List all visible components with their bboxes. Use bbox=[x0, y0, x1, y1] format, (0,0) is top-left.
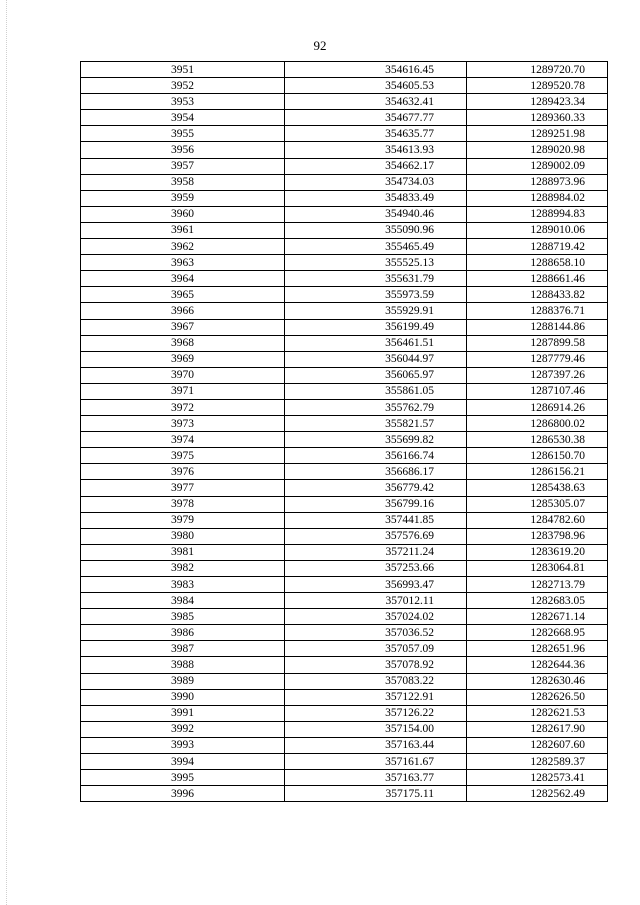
point-id-cell: 3990 bbox=[81, 689, 285, 705]
y-coordinate-cell: 1286800.02 bbox=[467, 416, 608, 432]
table-row bbox=[81, 174, 608, 190]
y-coordinate-cell: 1282651.96 bbox=[467, 641, 608, 657]
point-id-cell: 3955 bbox=[81, 126, 285, 142]
x-coordinate-cell: 357036.52 bbox=[285, 625, 467, 641]
x-coordinate-cell: 354632.41 bbox=[285, 94, 467, 110]
point-id-cell: 3981 bbox=[81, 544, 285, 560]
table-row bbox=[81, 222, 608, 238]
point-id-cell: 3973 bbox=[81, 416, 285, 432]
table-row bbox=[81, 303, 608, 319]
table-row bbox=[81, 593, 608, 609]
point-id-cell: 3985 bbox=[81, 609, 285, 625]
table-row bbox=[81, 416, 608, 432]
x-coordinate-cell: 356199.49 bbox=[285, 319, 467, 335]
table-row bbox=[81, 770, 608, 786]
y-coordinate-cell: 1287397.26 bbox=[467, 367, 608, 383]
table-row bbox=[81, 609, 608, 625]
x-coordinate-cell: 357024.02 bbox=[285, 609, 467, 625]
point-id-cell: 3986 bbox=[81, 625, 285, 641]
y-coordinate-cell: 1289720.70 bbox=[467, 62, 608, 78]
point-id-cell: 3983 bbox=[81, 577, 285, 593]
point-id-cell: 3979 bbox=[81, 512, 285, 528]
y-coordinate-cell: 1282617.90 bbox=[467, 721, 608, 737]
y-coordinate-cell: 1286150.70 bbox=[467, 448, 608, 464]
table-row bbox=[81, 705, 608, 721]
y-coordinate-cell: 1282630.46 bbox=[467, 673, 608, 689]
point-id-cell: 3958 bbox=[81, 174, 285, 190]
point-id-cell: 3989 bbox=[81, 673, 285, 689]
y-coordinate-cell: 1282713.79 bbox=[467, 577, 608, 593]
x-coordinate-cell: 357163.77 bbox=[285, 770, 467, 786]
table-row bbox=[81, 383, 608, 399]
table-row bbox=[81, 206, 608, 222]
point-id-cell: 3978 bbox=[81, 496, 285, 512]
point-id-cell: 3952 bbox=[81, 78, 285, 94]
y-coordinate-cell: 1282589.37 bbox=[467, 754, 608, 770]
table-row bbox=[81, 399, 608, 415]
point-id-cell: 3961 bbox=[81, 222, 285, 238]
y-coordinate-cell: 1289002.09 bbox=[467, 158, 608, 174]
coordinate-table bbox=[80, 61, 608, 802]
point-id-cell: 3976 bbox=[81, 464, 285, 480]
x-coordinate-cell: 357012.11 bbox=[285, 593, 467, 609]
x-coordinate-cell: 356461.51 bbox=[285, 335, 467, 351]
point-id-cell: 3991 bbox=[81, 705, 285, 721]
x-coordinate-cell: 356686.17 bbox=[285, 464, 467, 480]
point-id-cell: 3996 bbox=[81, 786, 285, 802]
table-row bbox=[81, 448, 608, 464]
x-coordinate-cell: 354613.93 bbox=[285, 142, 467, 158]
x-coordinate-cell: 354662.17 bbox=[285, 158, 467, 174]
point-id-cell: 3968 bbox=[81, 335, 285, 351]
x-coordinate-cell: 355631.79 bbox=[285, 271, 467, 287]
y-coordinate-cell: 1282607.60 bbox=[467, 737, 608, 753]
x-coordinate-cell: 356044.97 bbox=[285, 351, 467, 367]
y-coordinate-cell: 1285438.63 bbox=[467, 480, 608, 496]
table-row bbox=[81, 126, 608, 142]
table-row bbox=[81, 641, 608, 657]
x-coordinate-cell: 355973.59 bbox=[285, 287, 467, 303]
table-row bbox=[81, 190, 608, 206]
y-coordinate-cell: 1289251.98 bbox=[467, 126, 608, 142]
point-id-cell: 3960 bbox=[81, 206, 285, 222]
table-row bbox=[81, 255, 608, 271]
x-coordinate-cell: 354677.77 bbox=[285, 110, 467, 126]
table-row bbox=[81, 287, 608, 303]
table-row bbox=[81, 657, 608, 673]
point-id-cell: 3995 bbox=[81, 770, 285, 786]
page-number: 92 bbox=[313, 38, 327, 53]
y-coordinate-cell: 1288658.10 bbox=[467, 255, 608, 271]
y-coordinate-cell: 1283064.81 bbox=[467, 560, 608, 576]
x-coordinate-cell: 357163.44 bbox=[285, 737, 467, 753]
y-coordinate-cell: 1288984.02 bbox=[467, 190, 608, 206]
table-row bbox=[81, 432, 608, 448]
x-coordinate-cell: 356799.16 bbox=[285, 496, 467, 512]
y-coordinate-cell: 1288719.42 bbox=[467, 239, 608, 255]
table-row bbox=[81, 577, 608, 593]
table-row bbox=[81, 271, 608, 287]
x-coordinate-cell: 357576.69 bbox=[285, 528, 467, 544]
x-coordinate-cell: 357211.24 bbox=[285, 544, 467, 560]
table-row bbox=[81, 786, 608, 802]
point-id-cell: 3982 bbox=[81, 560, 285, 576]
y-coordinate-cell: 1289020.98 bbox=[467, 142, 608, 158]
x-coordinate-cell: 357083.22 bbox=[285, 673, 467, 689]
point-id-cell: 3967 bbox=[81, 319, 285, 335]
x-coordinate-cell: 357078.92 bbox=[285, 657, 467, 673]
table-row bbox=[81, 62, 608, 78]
y-coordinate-cell: 1282621.53 bbox=[467, 705, 608, 721]
y-coordinate-cell: 1289360.33 bbox=[467, 110, 608, 126]
y-coordinate-cell: 1287899.58 bbox=[467, 335, 608, 351]
table-row bbox=[81, 110, 608, 126]
table-row bbox=[81, 754, 608, 770]
x-coordinate-cell: 356779.42 bbox=[285, 480, 467, 496]
y-coordinate-cell: 1282671.14 bbox=[467, 609, 608, 625]
x-coordinate-cell: 355465.49 bbox=[285, 239, 467, 255]
x-coordinate-cell: 357161.67 bbox=[285, 754, 467, 770]
coordinate-table-body bbox=[81, 62, 608, 802]
table-row bbox=[81, 480, 608, 496]
x-coordinate-cell: 356065.97 bbox=[285, 367, 467, 383]
x-coordinate-cell: 354940.46 bbox=[285, 206, 467, 222]
x-coordinate-cell: 355861.05 bbox=[285, 383, 467, 399]
table-row bbox=[81, 496, 608, 512]
x-coordinate-cell: 355821.57 bbox=[285, 416, 467, 432]
y-coordinate-cell: 1286530.38 bbox=[467, 432, 608, 448]
x-coordinate-cell: 355929.91 bbox=[285, 303, 467, 319]
y-coordinate-cell: 1288376.71 bbox=[467, 303, 608, 319]
table-row bbox=[81, 94, 608, 110]
y-coordinate-cell: 1288433.82 bbox=[467, 287, 608, 303]
x-coordinate-cell: 356166.74 bbox=[285, 448, 467, 464]
point-id-cell: 3992 bbox=[81, 721, 285, 737]
point-id-cell: 3964 bbox=[81, 271, 285, 287]
point-id-cell: 3970 bbox=[81, 367, 285, 383]
point-id-cell: 3956 bbox=[81, 142, 285, 158]
y-coordinate-cell: 1284782.60 bbox=[467, 512, 608, 528]
y-coordinate-cell: 1282573.41 bbox=[467, 770, 608, 786]
x-coordinate-cell: 357126.22 bbox=[285, 705, 467, 721]
x-coordinate-cell: 357057.09 bbox=[285, 641, 467, 657]
x-coordinate-cell: 355525.13 bbox=[285, 255, 467, 271]
y-coordinate-cell: 1282668.95 bbox=[467, 625, 608, 641]
table-row bbox=[81, 625, 608, 641]
point-id-cell: 3980 bbox=[81, 528, 285, 544]
x-coordinate-cell: 354635.77 bbox=[285, 126, 467, 142]
y-coordinate-cell: 1288144.86 bbox=[467, 319, 608, 335]
point-id-cell: 3984 bbox=[81, 593, 285, 609]
point-id-cell: 3987 bbox=[81, 641, 285, 657]
point-id-cell: 3954 bbox=[81, 110, 285, 126]
x-coordinate-cell: 354616.45 bbox=[285, 62, 467, 78]
table-row bbox=[81, 239, 608, 255]
y-coordinate-cell: 1288994.83 bbox=[467, 206, 608, 222]
point-id-cell: 3953 bbox=[81, 94, 285, 110]
x-coordinate-cell: 355699.82 bbox=[285, 432, 467, 448]
y-coordinate-cell: 1289520.78 bbox=[467, 78, 608, 94]
x-coordinate-cell: 354605.53 bbox=[285, 78, 467, 94]
y-coordinate-cell: 1283798.96 bbox=[467, 528, 608, 544]
table-row bbox=[81, 78, 608, 94]
table-row bbox=[81, 512, 608, 528]
y-coordinate-cell: 1287779.46 bbox=[467, 351, 608, 367]
point-id-cell: 3988 bbox=[81, 657, 285, 673]
table-row bbox=[81, 560, 608, 576]
point-id-cell: 3972 bbox=[81, 399, 285, 415]
page-edge-dotted-line bbox=[6, 0, 8, 905]
y-coordinate-cell: 1282626.50 bbox=[467, 689, 608, 705]
table-row bbox=[81, 464, 608, 480]
table-row bbox=[81, 142, 608, 158]
x-coordinate-cell: 354734.03 bbox=[285, 174, 467, 190]
point-id-cell: 3975 bbox=[81, 448, 285, 464]
y-coordinate-cell: 1282562.49 bbox=[467, 786, 608, 802]
x-coordinate-cell: 357253.66 bbox=[285, 560, 467, 576]
x-coordinate-cell: 355762.79 bbox=[285, 399, 467, 415]
y-coordinate-cell: 1285305.07 bbox=[467, 496, 608, 512]
point-id-cell: 3963 bbox=[81, 255, 285, 271]
table-row bbox=[81, 319, 608, 335]
table-row bbox=[81, 528, 608, 544]
y-coordinate-cell: 1286156.21 bbox=[467, 464, 608, 480]
table-row bbox=[81, 544, 608, 560]
table-row bbox=[81, 367, 608, 383]
x-coordinate-cell: 356993.47 bbox=[285, 577, 467, 593]
y-coordinate-cell: 1288661.46 bbox=[467, 271, 608, 287]
x-coordinate-cell: 357154.00 bbox=[285, 721, 467, 737]
y-coordinate-cell: 1287107.46 bbox=[467, 383, 608, 399]
table-row bbox=[81, 721, 608, 737]
table-row bbox=[81, 335, 608, 351]
table-row bbox=[81, 737, 608, 753]
table-row bbox=[81, 351, 608, 367]
point-id-cell: 3957 bbox=[81, 158, 285, 174]
point-id-cell: 3971 bbox=[81, 383, 285, 399]
point-id-cell: 3977 bbox=[81, 480, 285, 496]
point-id-cell: 3966 bbox=[81, 303, 285, 319]
point-id-cell: 3959 bbox=[81, 190, 285, 206]
point-id-cell: 3994 bbox=[81, 754, 285, 770]
point-id-cell: 3969 bbox=[81, 351, 285, 367]
x-coordinate-cell: 357122.91 bbox=[285, 689, 467, 705]
y-coordinate-cell: 1289010.06 bbox=[467, 222, 608, 238]
table-row bbox=[81, 158, 608, 174]
y-coordinate-cell: 1288973.96 bbox=[467, 174, 608, 190]
point-id-cell: 3993 bbox=[81, 737, 285, 753]
y-coordinate-cell: 1282683.05 bbox=[467, 593, 608, 609]
table-row bbox=[81, 673, 608, 689]
x-coordinate-cell: 357441.85 bbox=[285, 512, 467, 528]
x-coordinate-cell: 355090.96 bbox=[285, 222, 467, 238]
point-id-cell: 3951 bbox=[81, 62, 285, 78]
y-coordinate-cell: 1286914.26 bbox=[467, 399, 608, 415]
y-coordinate-cell: 1282644.36 bbox=[467, 657, 608, 673]
table-row bbox=[81, 689, 608, 705]
y-coordinate-cell: 1289423.34 bbox=[467, 94, 608, 110]
y-coordinate-cell: 1283619.20 bbox=[467, 544, 608, 560]
point-id-cell: 3974 bbox=[81, 432, 285, 448]
x-coordinate-cell: 354833.49 bbox=[285, 190, 467, 206]
point-id-cell: 3965 bbox=[81, 287, 285, 303]
x-coordinate-cell: 357175.11 bbox=[285, 786, 467, 802]
point-id-cell: 3962 bbox=[81, 239, 285, 255]
